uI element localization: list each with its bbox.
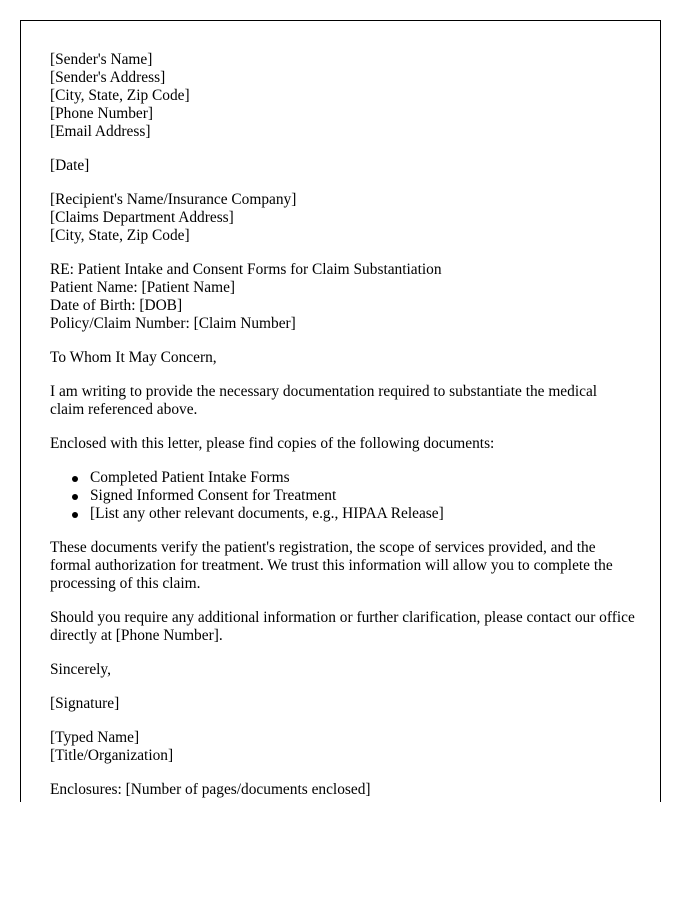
signature-placeholder: [Signature] <box>50 695 120 712</box>
reference-block <box>50 261 635 333</box>
document-item-label: [List any other relevant documents, e.g., HIPAA Release] <box>90 505 444 522</box>
documents-list <box>50 469 635 523</box>
sender-name: [Sender's Name] <box>50 51 153 68</box>
salutation: To Whom It May Concern, <box>50 349 217 366</box>
typed-name: [Typed Name] <box>50 729 140 746</box>
sender-email: [Email Address] <box>50 123 151 140</box>
letter-page <box>20 20 661 802</box>
bullet-icon <box>72 512 78 518</box>
recipient-name: [Recipient's Name/Insurance Company] <box>50 191 297 208</box>
dob-line: Date of Birth: [DOB] <box>50 297 183 314</box>
sender-address: [Sender's Address] <box>50 69 166 86</box>
letter-content <box>50 51 635 799</box>
document-item-label: Signed Informed Consent for Treatment <box>90 487 337 504</box>
document-item-label: Completed Patient Intake Forms <box>90 469 290 486</box>
recipient-city-state-zip: [City, State, Zip Code] <box>50 227 190 244</box>
bullet-icon <box>72 476 78 482</box>
list-item <box>90 487 635 505</box>
sender-block <box>50 51 635 141</box>
title-organization: [Title/Organization] <box>50 747 174 764</box>
date-block <box>50 157 635 175</box>
list-item <box>90 469 635 487</box>
closing: Sincerely, <box>50 661 111 678</box>
intro-paragraph: I am writing to provide the necessary documentation required to substantiate the medical claim referenced above. <box>50 383 598 418</box>
letter-date: [Date] <box>50 157 90 174</box>
contact-paragraph: Should you require any additional information or further clarification, please contact our office directly at [Phone Number]. <box>50 609 635 644</box>
bullet-icon <box>72 494 78 500</box>
policy-claim-line: Policy/Claim Number: [Claim Number] <box>50 315 296 332</box>
typed-name-block <box>50 729 635 765</box>
sender-phone: [Phone Number] <box>50 105 154 122</box>
recipient-block <box>50 191 635 245</box>
re-line: RE: Patient Intake and Consent Forms for Claim Substantiation <box>50 261 442 278</box>
recipient-address: [Claims Department Address] <box>50 209 234 226</box>
list-item <box>90 505 635 523</box>
enclosed-intro-paragraph: Enclosed with this letter, please find copies of the following documents: <box>50 435 495 452</box>
enclosures-line: Enclosures: [Number of pages/documents enclosed] <box>50 781 371 798</box>
verification-paragraph: These documents verify the patient's registration, the scope of services provided, and the formal authorization for treatment. We trust this information will allow you to complete the processing of this claim. <box>50 539 613 592</box>
patient-name-line: Patient Name: [Patient Name] <box>50 279 236 296</box>
sender-city-state-zip: [City, State, Zip Code] <box>50 87 190 104</box>
